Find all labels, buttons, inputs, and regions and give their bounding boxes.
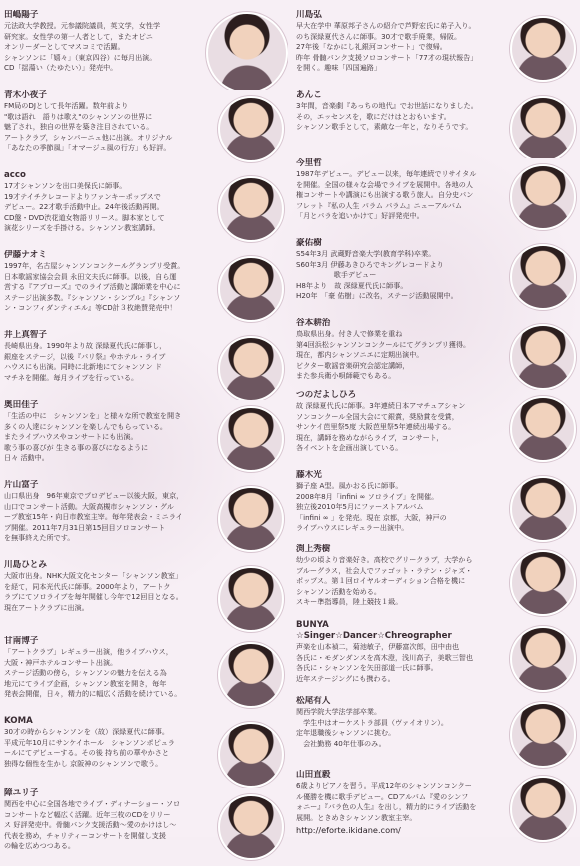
artist-bio-line: ステージ活動の傍ら，シャンソンの魅力を伝える為 <box>4 668 167 678</box>
artist-bio-line: 代表を務め，チャリティーコンサートを開催し支援 <box>4 830 166 840</box>
artist-bio-line: 27年後「なかにし礼銀河コンサート」で復帰。 <box>296 42 447 52</box>
artist-bio-line: 「月とパラを追いかけて」好評発売中。 <box>296 211 424 221</box>
artist-bio-line: 「生活の中に シャンソンを」と様々な所で教室を開き <box>4 411 182 420</box>
artist-bio-line: 山口でコンサート活動。大阪高槻市シャンソン・グル <box>4 501 174 511</box>
artist-photo <box>510 476 576 542</box>
artist-name: 山田直毅 <box>296 770 331 780</box>
artist-entry-e14 <box>296 158 580 238</box>
artist-photo <box>218 794 284 860</box>
artist-entry-e4 <box>4 250 288 330</box>
artist-photo <box>218 642 284 708</box>
artist-name: 藤木光 <box>296 470 322 480</box>
artist-bio-line: ブ開催。2011年7月31日第15回目ソロコンサート <box>4 522 166 532</box>
artist-photo <box>510 164 576 230</box>
artist-bio-line: マチネを開催。毎月ライブを行っている。 <box>4 372 139 382</box>
artist-photo <box>218 176 284 242</box>
artist-bio-line: アートクラブ，シャンパーニュ他に出演。オリジナル <box>4 132 173 142</box>
artist-bio-line: を開催。全国の様々な会場でライブを展開中。各地の人 <box>296 179 473 189</box>
artist-bio-line: CD盤・DVD渋花道女物語リリース。脚本家として <box>4 212 165 222</box>
artist-bio-line: 「infini ∞ 」を発売。現在 京都，大阪，神戸の <box>296 512 447 522</box>
artist-name: 川島ひとみ <box>4 560 47 570</box>
artist-subtitle: ☆Singer☆Dancer☆Chreographer <box>296 631 452 641</box>
artist-bio-line: 6歳よりピアノを習う。平成12年のシャンソンコンクー <box>296 781 472 790</box>
artist-bio-line: 地元にてライブ企画，シャンソン教室を開き，毎年 <box>4 678 167 688</box>
artist-website-url[interactable]: http://eforte.ikidane.com/ <box>296 825 401 836</box>
artist-bio-line: 現在アートクラブに出演。 <box>4 602 89 612</box>
artist-bio-line: コンサートなど幅広く活躍。近年三枚のCDをリリー <box>4 809 171 819</box>
artist-name: 今里哲 <box>296 158 322 168</box>
artist-entry-e9 <box>4 636 288 716</box>
artist-bio-line: ールにてデビューする。その後 持ち前の華やかさと <box>4 748 169 758</box>
artist-name: 障ユリ子 <box>4 788 39 798</box>
artist-photo <box>510 396 576 462</box>
artist-bio-line: 現在，都内シャンソニエに定期出演中。 <box>296 350 424 360</box>
artist-bio-line: またライブハウスやコンサートにも出演。 <box>4 432 138 442</box>
artist-entry-e5 <box>4 330 288 400</box>
artist-bio-line: ポップス。第１回ロイヤルオーディション合格を機に <box>296 576 466 586</box>
artist-bio-line: 各氏に・シャンソンを矢田部道一氏に師事。 <box>296 663 438 673</box>
artist-bio-line: 各氏に・モダンダンスを高木澄，浅川高子，美歌三智也 <box>296 652 473 662</box>
artist-entry-e15 <box>296 238 580 318</box>
artist-bio-line: 長崎県出身。1990年より故 深緑夏代氏に師事し， <box>4 341 167 350</box>
artist-name: 奥田佳子 <box>4 400 39 410</box>
artist-name: 青木小夜子 <box>4 90 47 100</box>
artist-bio-line: 2008年8月「infini ∞ ソロライブ」を開催。 <box>296 491 439 501</box>
artist-bio-line: "歌は語れ 語りは歌え"のシャンソンの世界に <box>4 111 153 121</box>
artist-bio-line: 会社勤務 40年仕事のみ。 <box>296 738 386 748</box>
artist-bio-line: 展開。ときめきシャンソン教室主宰。 <box>296 812 417 822</box>
artist-bio-line: 声楽を山本禎二，菊池敏子，伊藤富次郎，田中由也 <box>296 642 460 651</box>
artist-bio-line: 19才テイチクレコードよりファンキーポップスで <box>4 191 161 201</box>
artist-bio-line: ソンコンクール全国大会にて銀賞，奨励賞を受賞， <box>296 411 459 421</box>
artist-name: 井上真智子 <box>4 330 47 340</box>
artist-name: acco <box>4 170 26 180</box>
artist-bio-line: 権コンサートや講演にも出演する歌う旅人。自分史パン <box>296 190 474 200</box>
artist-bio-line: 大阪・神戸ホテルコンサート出演。 <box>4 657 118 667</box>
artist-bio-line: 関西学院大学法学部卒業。 <box>296 707 382 716</box>
artist-photo <box>510 776 576 842</box>
artist-bio-line: 幼少の頃より音楽好き。高校でグリークラブ，大学から <box>296 555 473 564</box>
artist-bio-line: 昨年 骨髄バンク支援ソロコンサート「77才の現状報告」 <box>296 52 478 62</box>
artist-name: BUNYA <box>296 620 329 630</box>
artist-bio-line: 近年ステージングにも携わる。 <box>296 673 395 683</box>
artist-entry-e13 <box>296 90 580 158</box>
artist-bio-line: 30才の時からシャンソンを（故）深緑夏代に師事。 <box>4 727 169 736</box>
artist-bio-line: CD「揺蕩い（たゆたい）」発売中。 <box>4 63 118 73</box>
artist-bio-line: のち深緑夏代さんに師事。30才で歌手廃業，帰阪。 <box>296 31 462 41</box>
artist-bio-line: の輪を広めつつある。 <box>4 841 75 851</box>
artist-photo <box>206 12 288 90</box>
artist-entry-e12 <box>296 10 580 90</box>
artist-bio-line: 山口県出身 96年東京でプロデビュー以後大阪，東京， <box>4 491 184 500</box>
artist-bio-line: 演花シリーズを手掛ける。シャンソン教室講師。 <box>4 223 160 233</box>
artist-bio-line: 3年間，音楽劇『あっちの地代』でお世話になりました。 <box>296 101 478 110</box>
artist-bio-line: 銀座をステージ，以後『パリ祭』やホテル・ライブ <box>4 351 166 361</box>
artist-bio-line: H20年 「豪 佑樹」に改名，ステージ活動展開中。 <box>296 291 458 301</box>
artist-photo <box>218 96 284 162</box>
artist-photo <box>510 16 576 82</box>
artist-entry-e19 <box>296 544 580 620</box>
artist-name: つのだよしひろ <box>296 390 357 400</box>
artist-bio-line: シャンソンに「嬉々」（東京四谷）に毎月出演。 <box>4 52 157 62</box>
artist-name: 豪佑樹 <box>296 238 322 248</box>
artist-bio-line: ブルーグラス，社会人でファゴット・ラテン・ジャズ・ <box>296 565 473 575</box>
artist-bio-line: 独得な個性を生かし 京阪神のシャンソンで歌う。 <box>4 758 163 768</box>
artist-photo <box>218 406 284 472</box>
artist-entry-e1 <box>4 10 288 90</box>
artist-entry-e8 <box>4 560 288 636</box>
artist-bio-line: デビュー。22才歌手活動中止。24年後活動再開。 <box>4 202 164 212</box>
artist-entry-e21 <box>296 696 580 770</box>
artist-name: 渕上秀樹 <box>296 544 331 554</box>
artist-bio-line: ビクター歌謡音楽研究会認定講師， <box>296 360 410 370</box>
artist-bio-line: ラブにてソロライブを毎年開催し今年で12回目となる。 <box>4 592 183 602</box>
artist-bio-line: ステージ出演多数。『シャンソン・シンプル』『シャンソ <box>4 292 181 302</box>
artist-bio-line: 第4回浜松シャンソンコンクールにてグランプリ獲得。 <box>296 339 471 349</box>
artist-bio-line: 1997年，名古屋シャンソンコンクールグランプリ受賞。 <box>4 261 185 270</box>
artist-bio-line: 1987年デビュー。デビュー以来，毎年連続でリサイタル <box>296 169 477 178</box>
artist-name: 片山富子 <box>4 480 39 490</box>
artist-entry-e6 <box>4 400 288 480</box>
artist-photo <box>510 96 576 158</box>
artist-photo <box>218 566 284 632</box>
artist-bio-line: 獅子座 A型。風かおる氏に師事。 <box>296 481 403 490</box>
artist-bio-line: 17才シャンソンを出口美保氏に師事。 <box>4 181 127 190</box>
artist-bio-line: 日々 活動中。 <box>4 453 49 463</box>
left-column <box>4 10 288 866</box>
artist-bio-line: 日本歌謡家協会会員 永田文夫氏に師事。以後，自ら運 <box>4 271 177 281</box>
artist-bio-line: スキー準指導員，陸上競技１級。 <box>296 597 403 607</box>
artist-bio-line: 現在，講師を務めながらライブ，コンサート， <box>296 432 444 442</box>
artist-name: 川島弘 <box>296 10 322 20</box>
artist-bio-line: 発表会開催，日々，精力的に幅広く活動を続けている。 <box>4 689 182 699</box>
artist-bio-line: ライブハウスにレギュラー出演中。 <box>296 523 409 533</box>
artist-bio-line: 学生中はオーケストラ部員（ヴァイオリン）。 <box>296 717 448 727</box>
artist-bio-line: ハウスにも出演。同時に北新地にてシャンソン ド <box>4 362 162 372</box>
artist-name: 田嶋陽子 <box>4 10 39 20</box>
artist-bio-line: S54年3月 武蔵野音楽大学(教育学科)卒業。 <box>296 249 436 258</box>
artist-bio-line: シャンソン活動を始める。 <box>296 586 381 596</box>
artist-bio-line: ープ教室15年・向日市教室主宰。毎年発表会・ミニライ <box>4 512 183 522</box>
artist-entry-e18 <box>296 470 580 544</box>
artist-bio-line: 定年退職後シャンソンに挑む。 <box>296 728 396 738</box>
artist-photo <box>510 324 576 390</box>
artist-entry-e17 <box>296 390 580 470</box>
artist-bio-line: サンケイ芭里祭5度 大阪芭里祭5年連続出場する。 <box>296 422 456 432</box>
artist-photo <box>510 626 576 692</box>
artist-photo <box>218 486 284 552</box>
artist-entry-e2 <box>4 90 288 170</box>
artist-name: 甘南博子 <box>4 636 39 646</box>
artist-photo <box>510 244 576 310</box>
artist-entry-e20 <box>296 620 580 696</box>
artist-bio-line: 大阪市出身。NHK大阪文化センター「シャンソン教室」 <box>4 571 183 580</box>
artist-bio-line: 「アートクラブ」レギュラー出演，他ライブハウス， <box>4 647 173 656</box>
artist-name: 松尾有人 <box>296 696 331 706</box>
artist-bio-line: ォニー』『バラ色の人生』を出し，精力的にライブ活動を <box>296 802 477 812</box>
artist-bio-line: 早大在学中 華原邦子さんの紹介で芦野宏氏に弟子入り。 <box>296 21 476 30</box>
artist-entry-e22 <box>296 770 580 850</box>
artist-bio-line: 営する『アプローズ』でのライブ活動と講師業を中心に <box>4 282 181 292</box>
artist-bio-line: 魅了され，独自の世界を築き注目されている。 <box>4 122 154 132</box>
artist-bio-line: オンリーダーとしてマスコミで活躍。 <box>4 42 125 52</box>
artist-bio-line: を無事終えた所です。 <box>4 533 75 543</box>
artist-bio-line: また参兵衛小唄師範でもある。 <box>296 371 396 381</box>
artist-bio-line: 関西を中心に全国各地でライブ・ディナーショー・ソロ <box>4 799 181 808</box>
artist-entry-e16 <box>296 318 580 390</box>
artist-photo <box>510 702 576 768</box>
artist-entry-e7 <box>4 480 288 560</box>
artist-entry-e11 <box>4 788 288 866</box>
artist-bio-line: その，エッセンスを，歌にだけはとおもいます。 <box>296 111 451 121</box>
artist-bio-line: 歌う事の喜びが 生きる事の喜びになるように <box>4 442 149 452</box>
artist-bio-line: 故 深緑夏代氏に師事。3年連続日本アマチュアシャン <box>296 401 466 410</box>
artist-bio-line: を経て，同本光代氏に師事。2000年より，アートク <box>4 581 171 591</box>
artist-bio-line: 元法政大学教授。元参議院議員，英文学，女性学 <box>4 21 161 30</box>
artist-bio-line: 各イベントを企画出演している。 <box>296 443 403 453</box>
artist-bio-line: 多くの人達にシャンソンを楽しんでもらっている。 <box>4 421 168 431</box>
artist-name: 谷本耕治 <box>296 318 331 328</box>
artist-bio-line: 鳥取県出身。付き人で修業を重ね <box>296 329 403 338</box>
artist-bio-line: H8年より 故 深緑夏代氏に師事。 <box>296 280 408 290</box>
artist-bio-line: 「あなたの季節風」「オマージュ風の行方」も好評。 <box>4 143 171 153</box>
right-column <box>296 10 580 850</box>
artist-name: KOMA <box>4 716 33 726</box>
artist-bio-line: 平成元年10月にサンケイホール シャンソンポピュラ <box>4 737 175 747</box>
artist-bio-line: ン・コンフィダンティエル』等CD計３枚絶賛発売中！ <box>4 303 177 313</box>
artist-bio-line: 研究家。女性学の第一人者として，またオピニ <box>4 31 153 41</box>
artist-bio-line: シャンソン歌手として，素敵な一年と，なりそうです。 <box>296 122 473 132</box>
artist-bio-line: 歌手デビュー <box>296 270 377 280</box>
artist-photo <box>218 336 284 400</box>
artist-bio-line: フレット『私の人生 パラム パラム』ニューアルバム <box>296 200 463 210</box>
artist-name: あんこ <box>296 90 322 100</box>
artist-entry-e3 <box>4 170 288 250</box>
artist-bio-line: 独立後2010年5月にファーストアルバム <box>296 502 424 512</box>
artist-photo <box>218 256 284 322</box>
artist-name: 伊藤ナオミ <box>4 250 47 260</box>
artist-photo <box>218 722 284 788</box>
artist-entry-e10 <box>4 716 288 788</box>
artist-bio-line: FM局のDJとして長年活躍。数年前より <box>4 101 129 110</box>
artist-bio-line: ル優勝を機に歌手デビュー。CDアルバム『愛のシンフ <box>296 791 469 801</box>
artist-photo <box>510 550 576 616</box>
artist-bio-line: を開く。趣味「四国遍路」 <box>296 63 381 73</box>
artist-bio-line: S60年3月 伊藤あきひろでキングレコードより <box>296 259 444 269</box>
artist-bio-line: ス 好評発売中。骨髄バンク支援活動〜愛のかけはし〜 <box>4 820 177 830</box>
